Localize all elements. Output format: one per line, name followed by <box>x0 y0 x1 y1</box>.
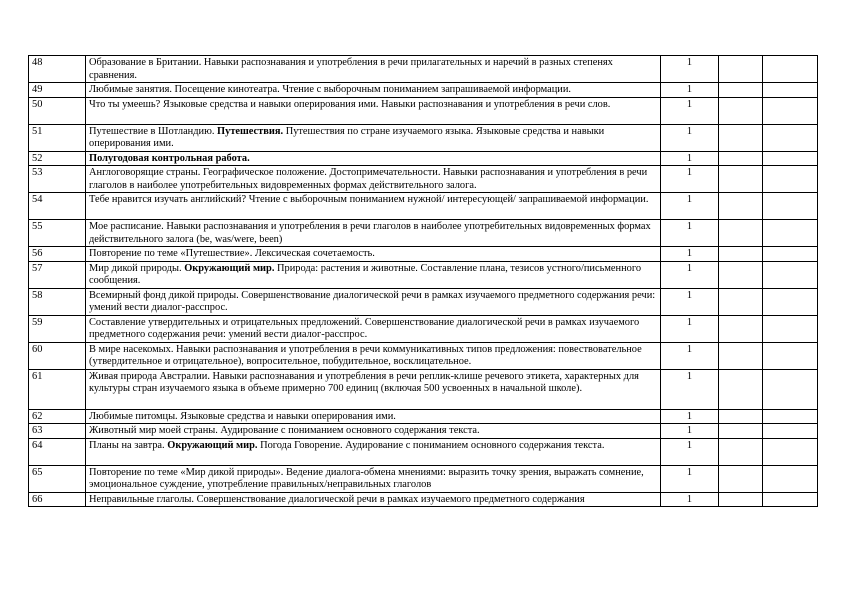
lesson-hours: 1 <box>661 492 719 507</box>
lesson-topic-text: Путешествия по стране изучаемого языка. Языковые средства и навыки оперирования ими. <box>89 125 605 149</box>
lesson-date-planned <box>719 261 763 288</box>
lesson-date-actual <box>763 193 818 220</box>
lesson-topic-text: Живая природа Австралии. Навыки распознавания и употребления в речи реплик-клише речевого этикета, характерных для культуры стран изучаемого языка в объеме примерно 700 единиц (включая 500 усвоенных в начальной школе). <box>89 370 639 394</box>
lesson-number: 49 <box>29 83 86 98</box>
table-row <box>29 409 818 424</box>
lesson-date-planned <box>719 220 763 247</box>
table-row <box>29 465 818 492</box>
lesson-date-planned <box>719 83 763 98</box>
lesson-date-actual <box>763 220 818 247</box>
lesson-topic <box>86 56 661 83</box>
lesson-date-actual <box>763 166 818 193</box>
lesson-topic <box>86 424 661 439</box>
lesson-topic-text: Составление утвердительных и отрицательных предложений. Совершенствование диалогической речи в рамках изучаемого предметного содержания речи: умений вести диалог-расспрос. <box>89 316 640 340</box>
table-row <box>29 369 818 409</box>
lesson-topic <box>86 492 661 507</box>
lesson-hours: 1 <box>661 288 719 315</box>
table-row <box>29 424 818 439</box>
lesson-number: 57 <box>29 261 86 288</box>
lesson-date-planned <box>719 124 763 151</box>
table-row <box>29 97 818 124</box>
lesson-topic-text: Тебе нравится изучать английский? Чтение с выборочным пониманием нужной/ интересующей/ запрашиваемой информации. <box>89 194 649 205</box>
lesson-topic-text: Любимые занятия. Посещение кинотеатра. Чтение с выборочным пониманием запрашиваемой информации. <box>89 84 572 95</box>
lesson-number: 65 <box>29 465 86 492</box>
lesson-date-planned <box>719 166 763 193</box>
lesson-date-planned <box>719 151 763 166</box>
lesson-hours: 1 <box>661 369 719 409</box>
lesson-date-planned <box>719 424 763 439</box>
lesson-topic-text: Образование в Британии. Навыки распознавания и употребления в речи прилагательных и наречий в разных степенях сравнения. <box>89 57 613 81</box>
lesson-topic <box>86 315 661 342</box>
table-row <box>29 151 818 166</box>
lesson-date-planned <box>719 465 763 492</box>
lesson-hours: 1 <box>661 83 719 98</box>
lesson-date-actual <box>763 424 818 439</box>
lesson-hours: 1 <box>661 124 719 151</box>
lesson-topic <box>86 166 661 193</box>
lesson-topic-text: Что ты умеешь? Языковые средства и навыки оперирования ими. Навыки распознавания и употребления в речи слов. <box>89 98 611 110</box>
lesson-topic <box>86 247 661 262</box>
lesson-date-planned <box>719 369 763 409</box>
lesson-date-actual <box>763 369 818 409</box>
lesson-date-actual <box>763 124 818 151</box>
lesson-hours: 1 <box>661 247 719 262</box>
lesson-date-actual <box>763 342 818 369</box>
table-row <box>29 124 818 151</box>
lesson-hours: 1 <box>661 56 719 83</box>
lesson-topic-text: Планы на завтра. <box>89 439 168 451</box>
lesson-number: 53 <box>29 166 86 193</box>
lesson-date-actual <box>763 261 818 288</box>
lesson-date-actual <box>763 56 818 83</box>
lesson-topic-text: Англоговорящие страны. Географическое положение. Достопримечательности. Навыки распознавания и употребления в речи глаголов в наиболее употребительных видовременных формах действительного залога. <box>89 167 648 191</box>
lesson-number: 63 <box>29 424 86 439</box>
lesson-hours: 1 <box>661 151 719 166</box>
lesson-date-actual <box>763 315 818 342</box>
lesson-hours: 1 <box>661 261 719 288</box>
lesson-topic-text: Любимые питомцы. Языковые средства и навыки оперирования ими. <box>89 410 396 422</box>
lesson-topic-text: Неправильные глаголы. Совершенствование диалогической речи в рамках изучаемого предметного содержания <box>89 493 585 505</box>
table-row <box>29 193 818 220</box>
table-row <box>29 247 818 262</box>
lesson-date-actual <box>763 409 818 424</box>
table-row <box>29 438 818 465</box>
lesson-topic <box>86 124 661 151</box>
lesson-topic <box>86 465 661 492</box>
lesson-hours: 1 <box>661 315 719 342</box>
lesson-topic-text: Мир дикой природы. <box>89 262 185 274</box>
lesson-date-planned <box>719 97 763 124</box>
lesson-hours: 1 <box>661 409 719 424</box>
lesson-topic <box>86 83 661 98</box>
lesson-number: 50 <box>29 97 86 124</box>
table-row <box>29 220 818 247</box>
table-row <box>29 83 818 98</box>
lesson-topic-text: Животный мир моей страны. Аудирование с пониманием основного содержания текста. <box>89 425 480 436</box>
lesson-number: 56 <box>29 247 86 262</box>
lesson-topic-bold-text: Полугодовая контрольная работа. <box>89 152 250 164</box>
lesson-date-planned <box>719 247 763 262</box>
lesson-hours: 1 <box>661 166 719 193</box>
lesson-topic <box>86 193 661 220</box>
lesson-topic <box>86 261 661 288</box>
lesson-number: 59 <box>29 315 86 342</box>
lesson-number: 60 <box>29 342 86 369</box>
lesson-number: 48 <box>29 56 86 83</box>
table-row <box>29 342 818 369</box>
lesson-date-planned <box>719 56 763 83</box>
lesson-topic-text: Погода Говорение. Аудирование с пониманием основного содержания текста. <box>257 439 605 451</box>
lesson-number: 54 <box>29 193 86 220</box>
lesson-date-planned <box>719 288 763 315</box>
lesson-date-actual <box>763 97 818 124</box>
lesson-number: 51 <box>29 124 86 151</box>
lesson-hours: 1 <box>661 193 719 220</box>
lesson-date-planned <box>719 438 763 465</box>
lesson-plan-body <box>29 56 818 507</box>
lesson-date-actual <box>763 247 818 262</box>
table-row <box>29 492 818 507</box>
lesson-hours: 1 <box>661 342 719 369</box>
lesson-topic-bold-text: Окружающий мир. <box>167 439 258 451</box>
lesson-topic-text: Всемирный фонд дикой природы. Совершенствование диалогической речи в рамках изучаемого предметного содержания речи: умений вести диалог-расспрос. <box>89 289 656 313</box>
lesson-topic-text: В мире насекомых. Навыки распознавания и употребления в речи коммуникативных типов предложения: повествовательное (утвердительное и отрицательное), вопросительное, побудительное, восклицательное. <box>89 343 642 367</box>
table-row <box>29 288 818 315</box>
lesson-date-actual <box>763 438 818 465</box>
lesson-number: 58 <box>29 288 86 315</box>
table-row <box>29 166 818 193</box>
lesson-date-actual <box>763 492 818 507</box>
lesson-topic-text: Путешествие в Шотландию. <box>89 125 218 137</box>
lesson-date-planned <box>719 409 763 424</box>
lesson-number: 52 <box>29 151 86 166</box>
lesson-topic-bold-text: Путешествия. <box>217 125 284 137</box>
lesson-date-actual <box>763 288 818 315</box>
lesson-number: 66 <box>29 492 86 507</box>
lesson-topic-text: Повторение по теме «Мир дикой природы». Ведение диалога-обмена мнениями: выразить точку зрения, выражать сомнение, эмоциональное суждение, употребление правильных/неправильных глаголов <box>89 466 644 490</box>
lesson-topic <box>86 151 661 166</box>
lesson-topic <box>86 288 661 315</box>
lesson-topic <box>86 438 661 465</box>
lesson-topic-text: Мое расписание. Навыки распознавания и употребления в речи глаголов в наиболее употребительных видовременных формах действительного залога (be, was/were, been) <box>89 221 651 245</box>
lesson-hours: 1 <box>661 97 719 124</box>
table-row <box>29 261 818 288</box>
lesson-date-planned <box>719 492 763 507</box>
lesson-topic <box>86 342 661 369</box>
lesson-date-actual <box>763 151 818 166</box>
lesson-plan-page <box>28 55 817 507</box>
lesson-number: 55 <box>29 220 86 247</box>
lesson-number: 62 <box>29 409 86 424</box>
lesson-topic-bold-text: Окружающий мир. <box>184 262 275 274</box>
lesson-date-planned <box>719 342 763 369</box>
table-row <box>29 56 818 83</box>
lesson-hours: 1 <box>661 220 719 247</box>
lesson-date-actual <box>763 465 818 492</box>
lesson-number: 64 <box>29 438 86 465</box>
lesson-topic-text: Природа: растения и животные. Составление плана, тезисов устного/письменного сообщения. <box>89 262 642 286</box>
lesson-topic-text: Повторение по теме «Путешествие». Лексическая сочетаемость. <box>89 248 375 259</box>
lesson-hours: 1 <box>661 465 719 492</box>
lesson-number: 61 <box>29 369 86 409</box>
lesson-topic <box>86 97 661 124</box>
lesson-topic <box>86 220 661 247</box>
lesson-date-planned <box>719 193 763 220</box>
lesson-topic <box>86 409 661 424</box>
lesson-hours: 1 <box>661 438 719 465</box>
lesson-topic <box>86 369 661 409</box>
lesson-date-actual <box>763 83 818 98</box>
lesson-plan-table <box>28 55 818 507</box>
table-row <box>29 315 818 342</box>
lesson-date-planned <box>719 315 763 342</box>
lesson-hours: 1 <box>661 424 719 439</box>
